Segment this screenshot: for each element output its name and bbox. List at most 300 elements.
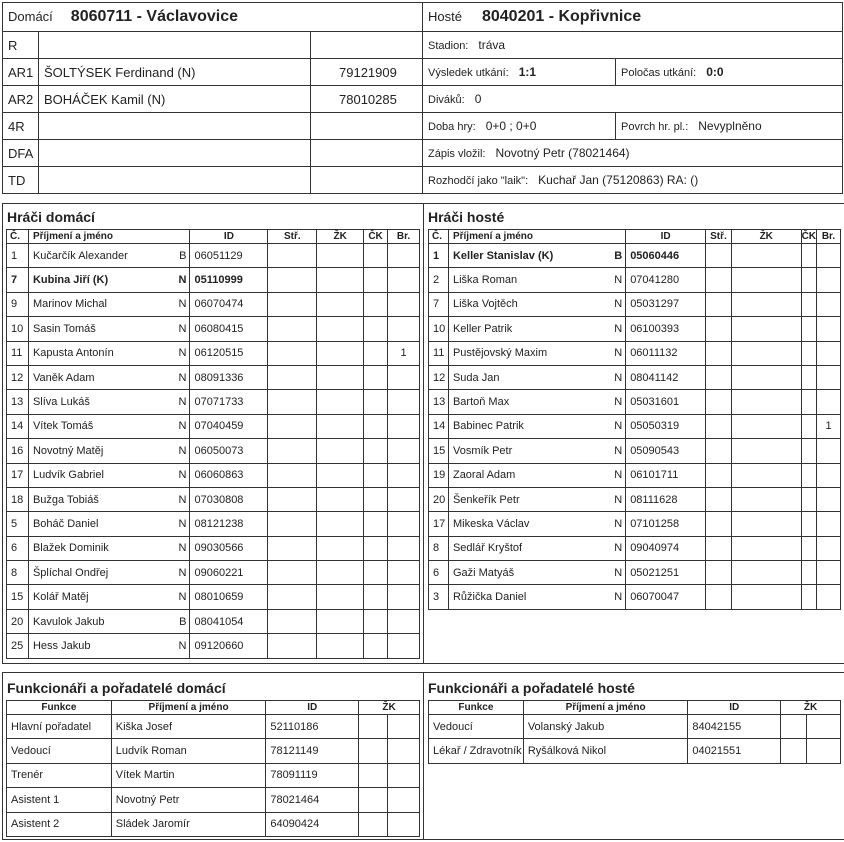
official-id: 79121909 — [311, 59, 423, 86]
player-goals — [388, 487, 420, 511]
official-id — [311, 113, 423, 140]
player-goals: 1 — [817, 414, 841, 438]
official-role: DFA — [3, 140, 39, 167]
player-goals — [388, 561, 420, 585]
column-header: Č. — [429, 230, 449, 244]
functionary-id: 04021551 — [688, 739, 781, 763]
player-red-card — [801, 463, 816, 487]
column-header: ŽK — [317, 230, 364, 244]
player-flag: N — [178, 298, 187, 311]
player-name-cell — [448, 463, 625, 487]
player-red-card — [364, 317, 388, 341]
player-goals — [817, 317, 841, 341]
player-substitution — [268, 536, 317, 560]
player-id: 07101258 — [626, 512, 706, 536]
player-id: 09120660 — [190, 634, 268, 658]
player-number: 10 — [429, 317, 449, 341]
player-red-card — [364, 585, 388, 609]
player-goals — [388, 536, 420, 560]
player-name-cell — [448, 439, 625, 463]
official-name — [39, 140, 311, 167]
player-name-cell — [28, 463, 190, 487]
time-label: Doba hry: — [428, 121, 476, 133]
official-name — [39, 32, 311, 59]
player-red-card — [801, 268, 816, 292]
player-id: 06070047 — [626, 585, 706, 609]
functionary-extra — [388, 739, 420, 763]
player-id: 06070474 — [190, 292, 268, 316]
player-row — [429, 390, 841, 414]
player-number: 1 — [7, 244, 29, 268]
player-id: 09030566 — [190, 536, 268, 560]
player-substitution — [706, 585, 732, 609]
player-id: 06100393 — [626, 317, 706, 341]
player-yellow-card — [317, 439, 364, 463]
player-number: 15 — [429, 439, 449, 463]
official-row — [3, 167, 423, 194]
player-row — [7, 244, 420, 268]
player-flag: N — [614, 542, 623, 555]
player-goals — [817, 341, 841, 365]
column-header: ČK — [801, 231, 817, 242]
player-red-card — [364, 414, 388, 438]
player-row — [7, 439, 420, 463]
player-substitution — [268, 487, 317, 511]
player-yellow-card — [317, 609, 364, 633]
player-flag: N — [178, 566, 187, 579]
player-yellow-card — [731, 439, 801, 463]
player-number: 17 — [7, 463, 29, 487]
player-yellow-card — [731, 414, 801, 438]
column-header: ID — [266, 701, 359, 715]
player-row — [7, 390, 420, 414]
functionary-extra — [388, 763, 420, 787]
player-flag: N — [614, 444, 623, 457]
player-id: 07030808 — [190, 487, 268, 511]
player-flag: N — [614, 347, 623, 360]
player-flag: N — [178, 517, 187, 530]
player-substitution — [268, 561, 317, 585]
player-name-cell — [28, 268, 190, 292]
player-number: 12 — [429, 365, 449, 389]
official-id — [311, 140, 423, 167]
player-id: 08041054 — [190, 609, 268, 633]
player-id: 07041280 — [626, 268, 706, 292]
functionary-id: 78021464 — [266, 788, 359, 812]
player-number: 20 — [7, 609, 29, 633]
official-row — [3, 86, 423, 113]
player-name: Kapusta Antonín — [32, 347, 114, 360]
functionary-role: Asistent 2 — [7, 812, 112, 836]
player-yellow-card — [317, 365, 364, 389]
player-red-card — [364, 512, 388, 536]
official-role: AR2 — [3, 86, 39, 113]
player-row — [429, 268, 841, 292]
stadium-value: tráva — [478, 38, 506, 52]
player-name-cell — [448, 414, 625, 438]
player-red-card — [364, 561, 388, 585]
player-name-cell — [28, 292, 190, 316]
player-name-cell — [28, 487, 190, 511]
player-row — [429, 244, 841, 268]
player-name: Vaněk Adam — [32, 371, 95, 384]
player-name-cell — [28, 609, 190, 633]
player-row — [429, 536, 841, 560]
stadium-label: Stadion: — [428, 40, 469, 52]
laik-label: Rozhodčí jako "laik": — [428, 175, 529, 187]
official-id — [311, 32, 423, 59]
player-name-cell — [448, 341, 625, 365]
player-id: 06051129 — [190, 244, 268, 268]
player-goals — [817, 536, 841, 560]
result-cell — [423, 59, 616, 86]
player-name-cell — [448, 390, 625, 414]
player-goals — [817, 463, 841, 487]
player-name: Kavulok Jakub — [32, 615, 105, 628]
player-goals — [388, 244, 420, 268]
functionary-yellow-card — [359, 812, 388, 836]
player-yellow-card — [731, 292, 801, 316]
player-yellow-card — [731, 463, 801, 487]
player-id: 05031601 — [626, 390, 706, 414]
functionary-yellow-card — [359, 715, 388, 739]
column-header: Funkce — [429, 701, 524, 715]
player-goals — [388, 585, 420, 609]
functionary-name: Kiška Josef — [111, 715, 266, 739]
player-row — [429, 341, 841, 365]
player-id: 07071733 — [190, 390, 268, 414]
column-header: Stř. — [268, 230, 317, 244]
player-yellow-card — [731, 585, 801, 609]
official-row — [3, 140, 423, 167]
player-name: Sasin Tomáš — [32, 322, 96, 335]
player-flag: N — [178, 493, 187, 506]
player-substitution — [268, 390, 317, 414]
player-name-cell — [448, 536, 625, 560]
time-value: 0+0 ; 0+0 — [485, 119, 537, 133]
player-substitution — [268, 341, 317, 365]
official-row — [3, 59, 423, 86]
player-name-cell — [448, 268, 625, 292]
player-yellow-card — [317, 487, 364, 511]
player-red-card — [801, 561, 816, 585]
player-name: Kučarčík Alexander — [32, 249, 128, 262]
player-name: Boháč Daniel — [32, 517, 99, 530]
player-row — [7, 317, 420, 341]
player-number: 8 — [429, 536, 449, 560]
player-name: Novotný Matěj — [32, 444, 104, 457]
functionaries-divider — [423, 672, 424, 840]
player-row — [429, 317, 841, 341]
player-goals — [817, 512, 841, 536]
player-number: 18 — [7, 487, 29, 511]
column-header: Br. — [817, 230, 841, 244]
player-flag: B — [179, 615, 187, 628]
player-flag: N — [178, 469, 187, 482]
player-substitution — [268, 439, 317, 463]
player-substitution — [706, 536, 732, 560]
functionary-id: 84042155 — [688, 715, 781, 739]
player-flag: N — [178, 444, 187, 457]
player-name-cell — [28, 244, 190, 268]
laik-value: Kuchař Jan (75120863) RA: () — [538, 173, 699, 187]
player-yellow-card — [731, 244, 801, 268]
functionary-role: Vedoucí — [429, 715, 524, 739]
laik-row — [423, 167, 843, 194]
player-name: Ludvík Gabriel — [32, 469, 104, 482]
player-flag: N — [178, 542, 187, 555]
official-id: 78010285 — [311, 86, 423, 113]
player-name-cell — [28, 585, 190, 609]
functionary-role: Asistent 1 — [7, 788, 112, 812]
column-header: Příjmení a jméno — [28, 230, 190, 244]
player-row — [429, 439, 841, 463]
player-flag: N — [178, 639, 187, 652]
player-row — [429, 561, 841, 585]
player-red-card — [364, 609, 388, 633]
functionary-role: Vedoucí — [7, 739, 112, 763]
player-row — [7, 292, 420, 316]
player-substitution — [268, 317, 317, 341]
player-yellow-card — [731, 561, 801, 585]
player-name: Vosmík Petr — [452, 444, 513, 457]
player-row — [7, 414, 420, 438]
column-header: Příjmení a jméno — [111, 701, 266, 715]
away-func-title: Funkcionáři a pořadatelé hosté — [428, 680, 635, 696]
player-name: Blažek Dominik — [32, 542, 109, 555]
player-name-cell — [28, 634, 190, 658]
player-substitution — [706, 365, 732, 389]
official-role: AR1 — [3, 59, 39, 86]
player-number: 17 — [429, 512, 449, 536]
player-name: Sedlář Kryštof — [452, 542, 523, 555]
player-row — [7, 268, 420, 292]
official-name — [39, 113, 311, 140]
player-yellow-card — [317, 390, 364, 414]
player-name: Bartoň Max — [452, 396, 510, 409]
player-goals — [817, 292, 841, 316]
player-id: 09060221 — [190, 561, 268, 585]
player-goals — [388, 414, 420, 438]
player-name: Keller Stanislav (K) — [452, 249, 554, 262]
player-row — [7, 634, 420, 658]
player-name: Růžička Daniel — [452, 591, 527, 604]
player-yellow-card — [317, 317, 364, 341]
player-flag: B — [614, 249, 623, 262]
player-flag: N — [178, 396, 187, 409]
player-flag: N — [614, 493, 623, 506]
away-players-table — [428, 229, 841, 610]
functionary-name: Vítek Martin — [111, 763, 266, 787]
player-yellow-card — [317, 292, 364, 316]
player-row — [7, 585, 420, 609]
functionary-extra — [807, 715, 841, 739]
player-red-card — [801, 390, 816, 414]
player-name: Zaoral Adam — [452, 469, 516, 482]
player-name: Liška Roman — [452, 274, 518, 287]
player-number: 1 — [429, 244, 449, 268]
functionary-row — [429, 739, 841, 763]
player-goals — [388, 609, 420, 633]
player-id: 05021251 — [626, 561, 706, 585]
player-substitution — [268, 268, 317, 292]
functionary-role: Hlavní pořadatel — [7, 715, 112, 739]
player-flag: N — [614, 298, 623, 311]
player-red-card — [364, 463, 388, 487]
column-header: ŽK — [731, 230, 801, 244]
player-red-card — [801, 317, 816, 341]
player-red-card — [364, 365, 388, 389]
official-id — [311, 167, 423, 194]
functionary-extra — [388, 788, 420, 812]
player-number: 13 — [429, 390, 449, 414]
player-goals — [817, 268, 841, 292]
player-yellow-card — [731, 512, 801, 536]
player-id: 06050073 — [190, 439, 268, 463]
player-flag: N — [614, 591, 623, 604]
player-name-cell — [28, 390, 190, 414]
player-substitution — [706, 439, 732, 463]
player-yellow-card — [317, 463, 364, 487]
player-red-card — [801, 439, 816, 463]
player-yellow-card — [731, 487, 801, 511]
player-number: 7 — [7, 268, 29, 292]
player-red-card — [801, 365, 816, 389]
player-flag: B — [179, 249, 187, 262]
player-number: 14 — [429, 414, 449, 438]
functionary-yellow-card — [359, 763, 388, 787]
player-substitution — [706, 561, 732, 585]
player-flag: N — [614, 371, 623, 384]
player-name: Kubina Jiří (K) — [32, 274, 109, 287]
away-label: Hosté — [428, 9, 462, 24]
player-goals — [388, 292, 420, 316]
player-substitution — [706, 487, 732, 511]
player-flag: N — [614, 322, 623, 335]
player-name-cell — [448, 585, 625, 609]
halftime-label: Poločas utkání: — [621, 67, 697, 79]
functionary-row — [7, 763, 420, 787]
player-name-cell — [28, 561, 190, 585]
column-header: ID — [626, 230, 706, 244]
functionary-row — [7, 739, 420, 763]
away-players-title: Hráči hosté — [428, 209, 505, 225]
player-substitution — [268, 244, 317, 268]
player-flag: N — [178, 591, 187, 604]
player-name-cell — [448, 512, 625, 536]
player-red-card — [801, 512, 816, 536]
player-red-card — [364, 244, 388, 268]
player-name: Kolář Matěj — [32, 591, 89, 604]
player-row — [7, 512, 420, 536]
player-name: Šplíchal Ondřej — [32, 566, 109, 579]
player-name-cell — [448, 365, 625, 389]
player-goals — [817, 561, 841, 585]
player-number: 12 — [7, 365, 29, 389]
player-red-card — [364, 634, 388, 658]
player-goals — [817, 390, 841, 414]
functionary-name: Volanský Jakub — [523, 715, 688, 739]
player-number: 5 — [7, 512, 29, 536]
player-goals — [388, 390, 420, 414]
player-id: 08010659 — [190, 585, 268, 609]
player-id: 05110999 — [190, 268, 268, 292]
player-flag: N — [614, 274, 623, 287]
player-substitution — [706, 244, 732, 268]
column-header: ŽK — [781, 701, 841, 715]
functionary-id: 78091119 — [266, 763, 359, 787]
player-number: 14 — [7, 414, 29, 438]
player-row — [7, 561, 420, 585]
player-substitution — [706, 463, 732, 487]
player-row — [429, 365, 841, 389]
functionary-row — [429, 715, 841, 739]
home-func-title: Funkcionáři a pořadatelé domácí — [7, 680, 226, 696]
player-row — [429, 292, 841, 316]
player-id: 06101711 — [626, 463, 706, 487]
player-substitution — [706, 390, 732, 414]
player-yellow-card — [731, 536, 801, 560]
surface-cell — [616, 113, 843, 140]
column-header: Br. — [388, 230, 420, 244]
official-role: R — [3, 32, 39, 59]
player-red-card — [801, 536, 816, 560]
player-number: 3 — [429, 585, 449, 609]
player-flag: N — [614, 420, 623, 433]
player-goals — [817, 244, 841, 268]
player-goals — [817, 487, 841, 511]
player-substitution — [268, 414, 317, 438]
player-name-cell — [448, 487, 625, 511]
official-row — [3, 32, 423, 59]
functionary-extra — [388, 812, 420, 836]
home-label: Domácí — [8, 9, 53, 24]
column-header: Funkce — [7, 701, 112, 715]
player-goals — [388, 634, 420, 658]
player-yellow-card — [731, 390, 801, 414]
stadium-row — [423, 32, 843, 59]
player-substitution — [268, 365, 317, 389]
player-yellow-card — [317, 341, 364, 365]
player-id: 05050319 — [626, 414, 706, 438]
player-flag: N — [614, 517, 623, 530]
player-row — [7, 609, 420, 633]
functionary-row — [7, 715, 420, 739]
player-goals: 1 — [388, 341, 420, 365]
player-id: 08041142 — [626, 365, 706, 389]
home-team-title — [3, 3, 423, 32]
player-flag: N — [178, 420, 187, 433]
player-name-cell — [28, 439, 190, 463]
player-flag: N — [614, 396, 623, 409]
functionary-yellow-card — [359, 788, 388, 812]
player-goals — [388, 365, 420, 389]
player-id: 08111628 — [626, 487, 706, 511]
official-role: 4R — [3, 113, 39, 140]
player-name: Bužga Tobiáš — [32, 493, 99, 506]
player-row — [7, 365, 420, 389]
home-team-name: 8060711 - Václavovice — [70, 8, 239, 25]
player-red-card — [801, 487, 816, 511]
column-header: Stř. — [706, 230, 732, 244]
entered-value: Novotný Petr (78021464) — [495, 146, 630, 160]
functionary-yellow-card — [781, 715, 807, 739]
column-header: ID — [688, 701, 781, 715]
halftime-value: 0:0 — [706, 65, 724, 79]
player-number: 16 — [7, 439, 29, 463]
player-red-card — [801, 292, 816, 316]
player-id: 08091336 — [190, 365, 268, 389]
